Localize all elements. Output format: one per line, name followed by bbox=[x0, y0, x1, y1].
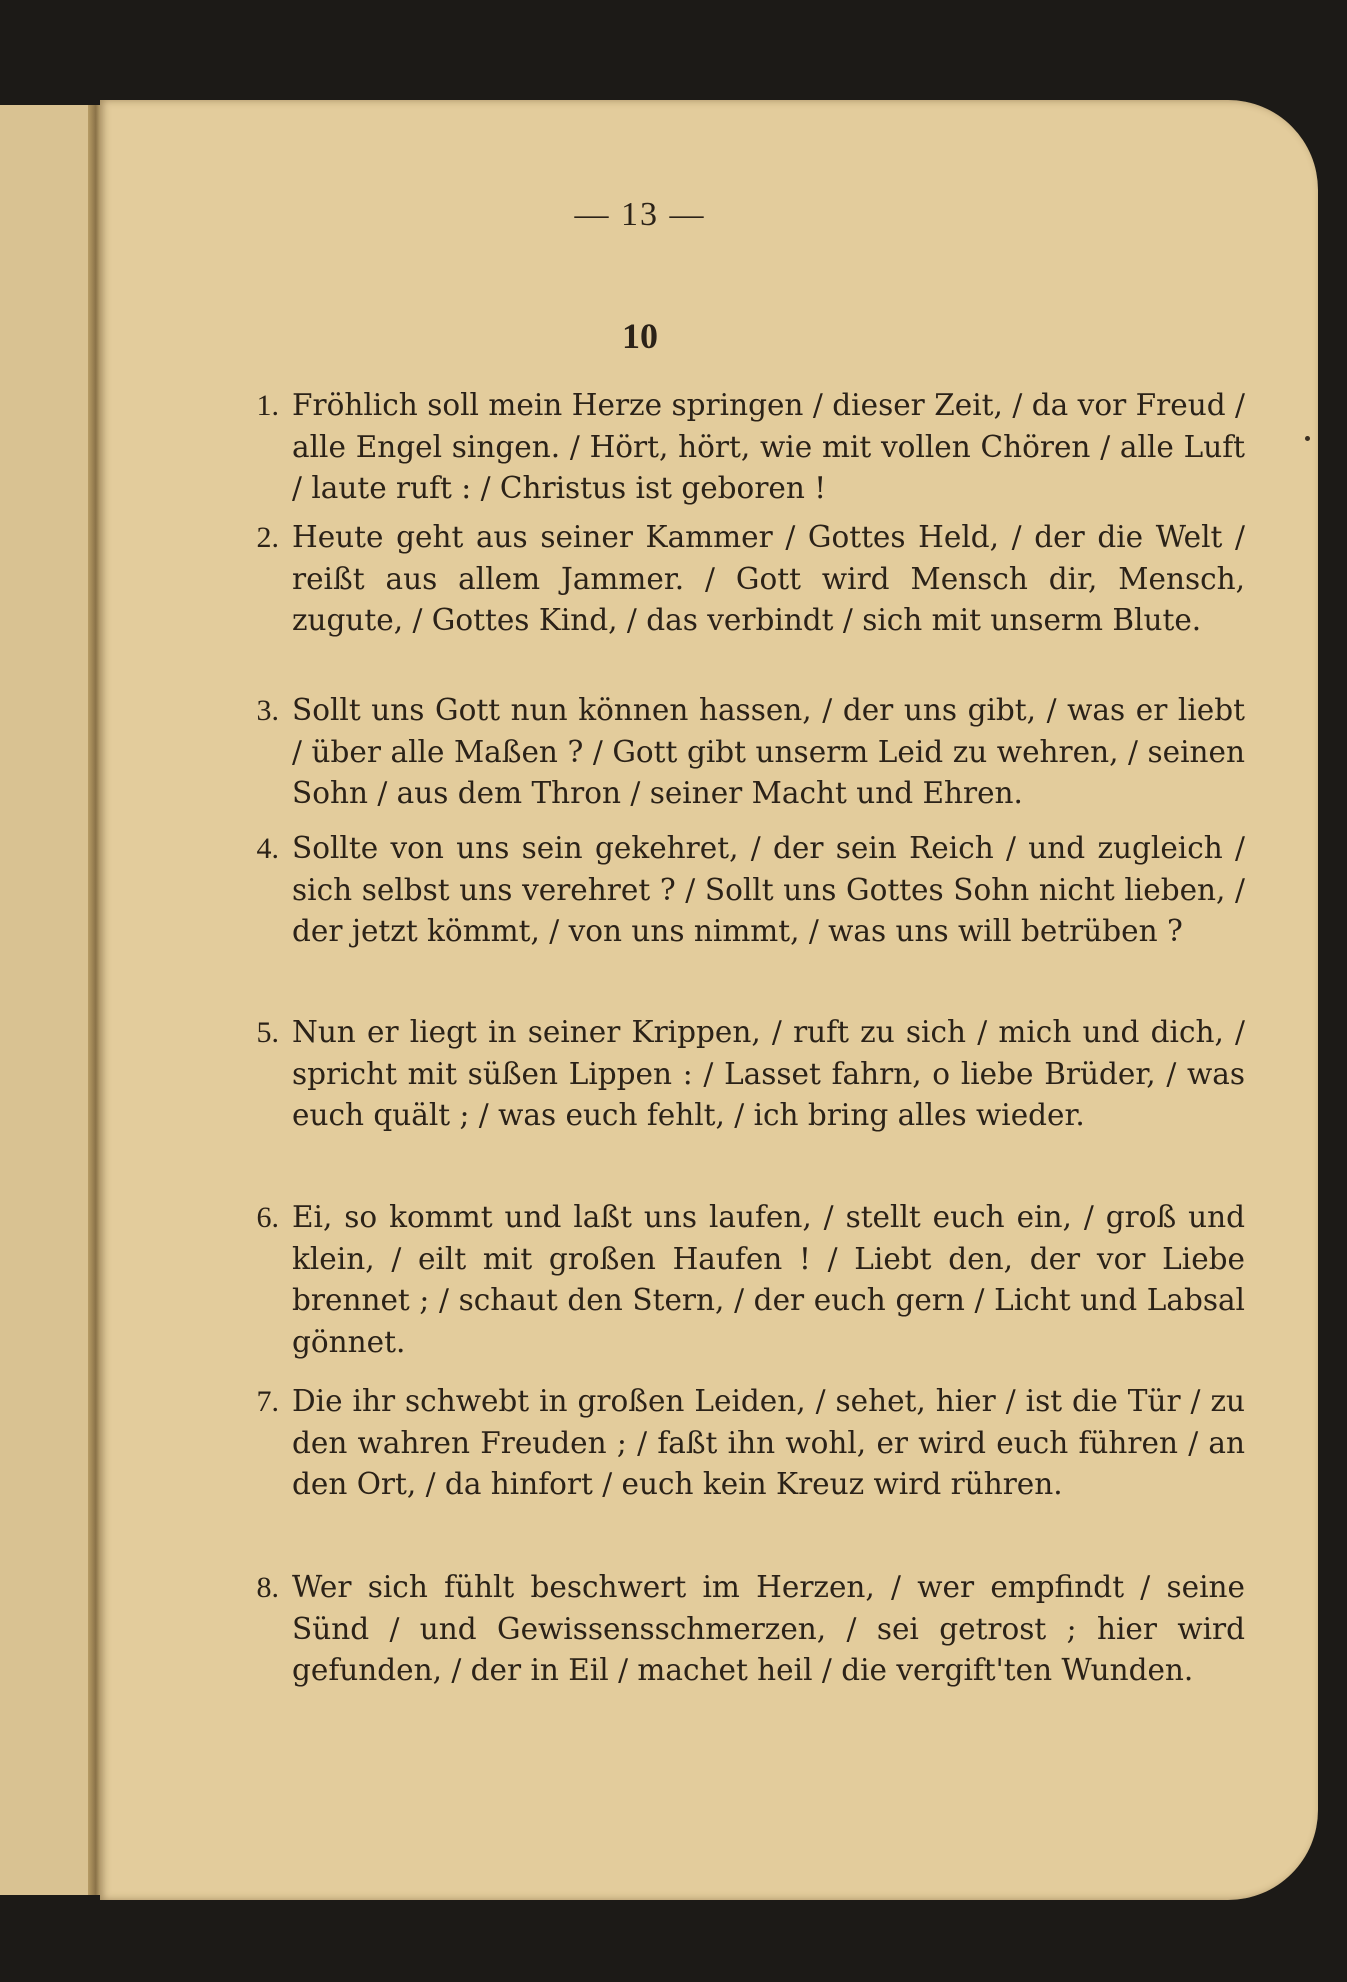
stanza-5 bbox=[245, 1012, 1245, 1137]
page-number: — 13 — bbox=[574, 196, 706, 233]
stanza-text: Ei, so kommt und laßt uns laufen, / stellt euch ein, / groß und klein, / eilt mit großen Haufen ! / Liebt den, der vor Liebe brennet ; / schaut den Stern, / der euch gern / Licht und Labsal gönnet. bbox=[292, 1200, 1245, 1359]
stanza-4 bbox=[245, 828, 1245, 953]
hymn-number: 10 bbox=[622, 316, 658, 356]
stanza-number: 6. bbox=[256, 1201, 279, 1234]
stanza-6 bbox=[245, 1197, 1245, 1363]
stanza-2 bbox=[245, 517, 1245, 642]
stanza-text: Sollte von uns sein gekehret, / der sein Reich / und zugleich / sich selbst uns verehret ? / Sollt uns Gottes Sohn nicht lieben, / der jetzt kömmt, / von uns nimmt, / was uns will betrüben ? bbox=[292, 831, 1245, 948]
stanza-number: 7. bbox=[256, 1385, 279, 1418]
stanza-text: Nun er liegt in seiner Krippen, / ruft zu sich / mich und dich, / spricht mit süßen Lippen : / Lasset fahrn, o liebe Brüder, / was euch quält ; / was euch fehlt, / ich bring alles wieder. bbox=[292, 1015, 1245, 1132]
stanza-number: 3. bbox=[256, 694, 279, 727]
stanza-text: Fröhlich soll mein Herze springen / dieser Zeit, / da vor Freud / alle Engel singen. / Hört, hört, wie mit vollen Chören / alle Luft / laute ruft : / Christus ist geboren ! bbox=[292, 388, 1245, 505]
stanza-1 bbox=[245, 385, 1245, 510]
stanza-number: 5. bbox=[256, 1016, 279, 1049]
stanza-7 bbox=[245, 1381, 1245, 1506]
stanza-8 bbox=[245, 1567, 1245, 1692]
stanza-3 bbox=[245, 690, 1245, 815]
stanza-text: Wer sich fühlt beschwert im Herzen, / wer empfindt / seine Sünd / und Gewissensschmerzen, / sei getrost ; hier wird gefunden, / der in Eil / machet heil / die vergift'ten Wunden. bbox=[292, 1570, 1245, 1687]
stanza-number: 2. bbox=[256, 521, 279, 554]
stanza-text: Heute geht aus seiner Kammer / Gottes Held, / der die Welt / reißt aus allem Jammer. / Gott wird Mensch dir, Mensch, zugute, / Gottes Kind, / das verbindt / sich mit unserm Blute. bbox=[292, 520, 1245, 637]
book-page bbox=[100, 100, 1318, 1900]
stanza-text: Sollt uns Gott nun können hassen, / der uns gibt, / was er liebt / über alle Maßen ? / Gott gibt unserm Leid zu wehren, / seinen Sohn / aus dem Thron / seiner Macht und Ehren. bbox=[292, 693, 1245, 810]
print-speck bbox=[1305, 436, 1310, 441]
stanza-number: 8. bbox=[256, 1571, 279, 1604]
previous-page-edge bbox=[0, 105, 98, 1895]
stanza-text: Die ihr schwebt in großen Leiden, / sehet, hier / ist die Tür / zu den wahren Freuden ; / faßt ihn wohl, er wird euch führen / an den Ort, / da hinfort / euch kein Kreuz wird rühren. bbox=[292, 1384, 1245, 1501]
stanza-number: 1. bbox=[256, 389, 279, 422]
stanza-number: 4. bbox=[256, 832, 279, 865]
